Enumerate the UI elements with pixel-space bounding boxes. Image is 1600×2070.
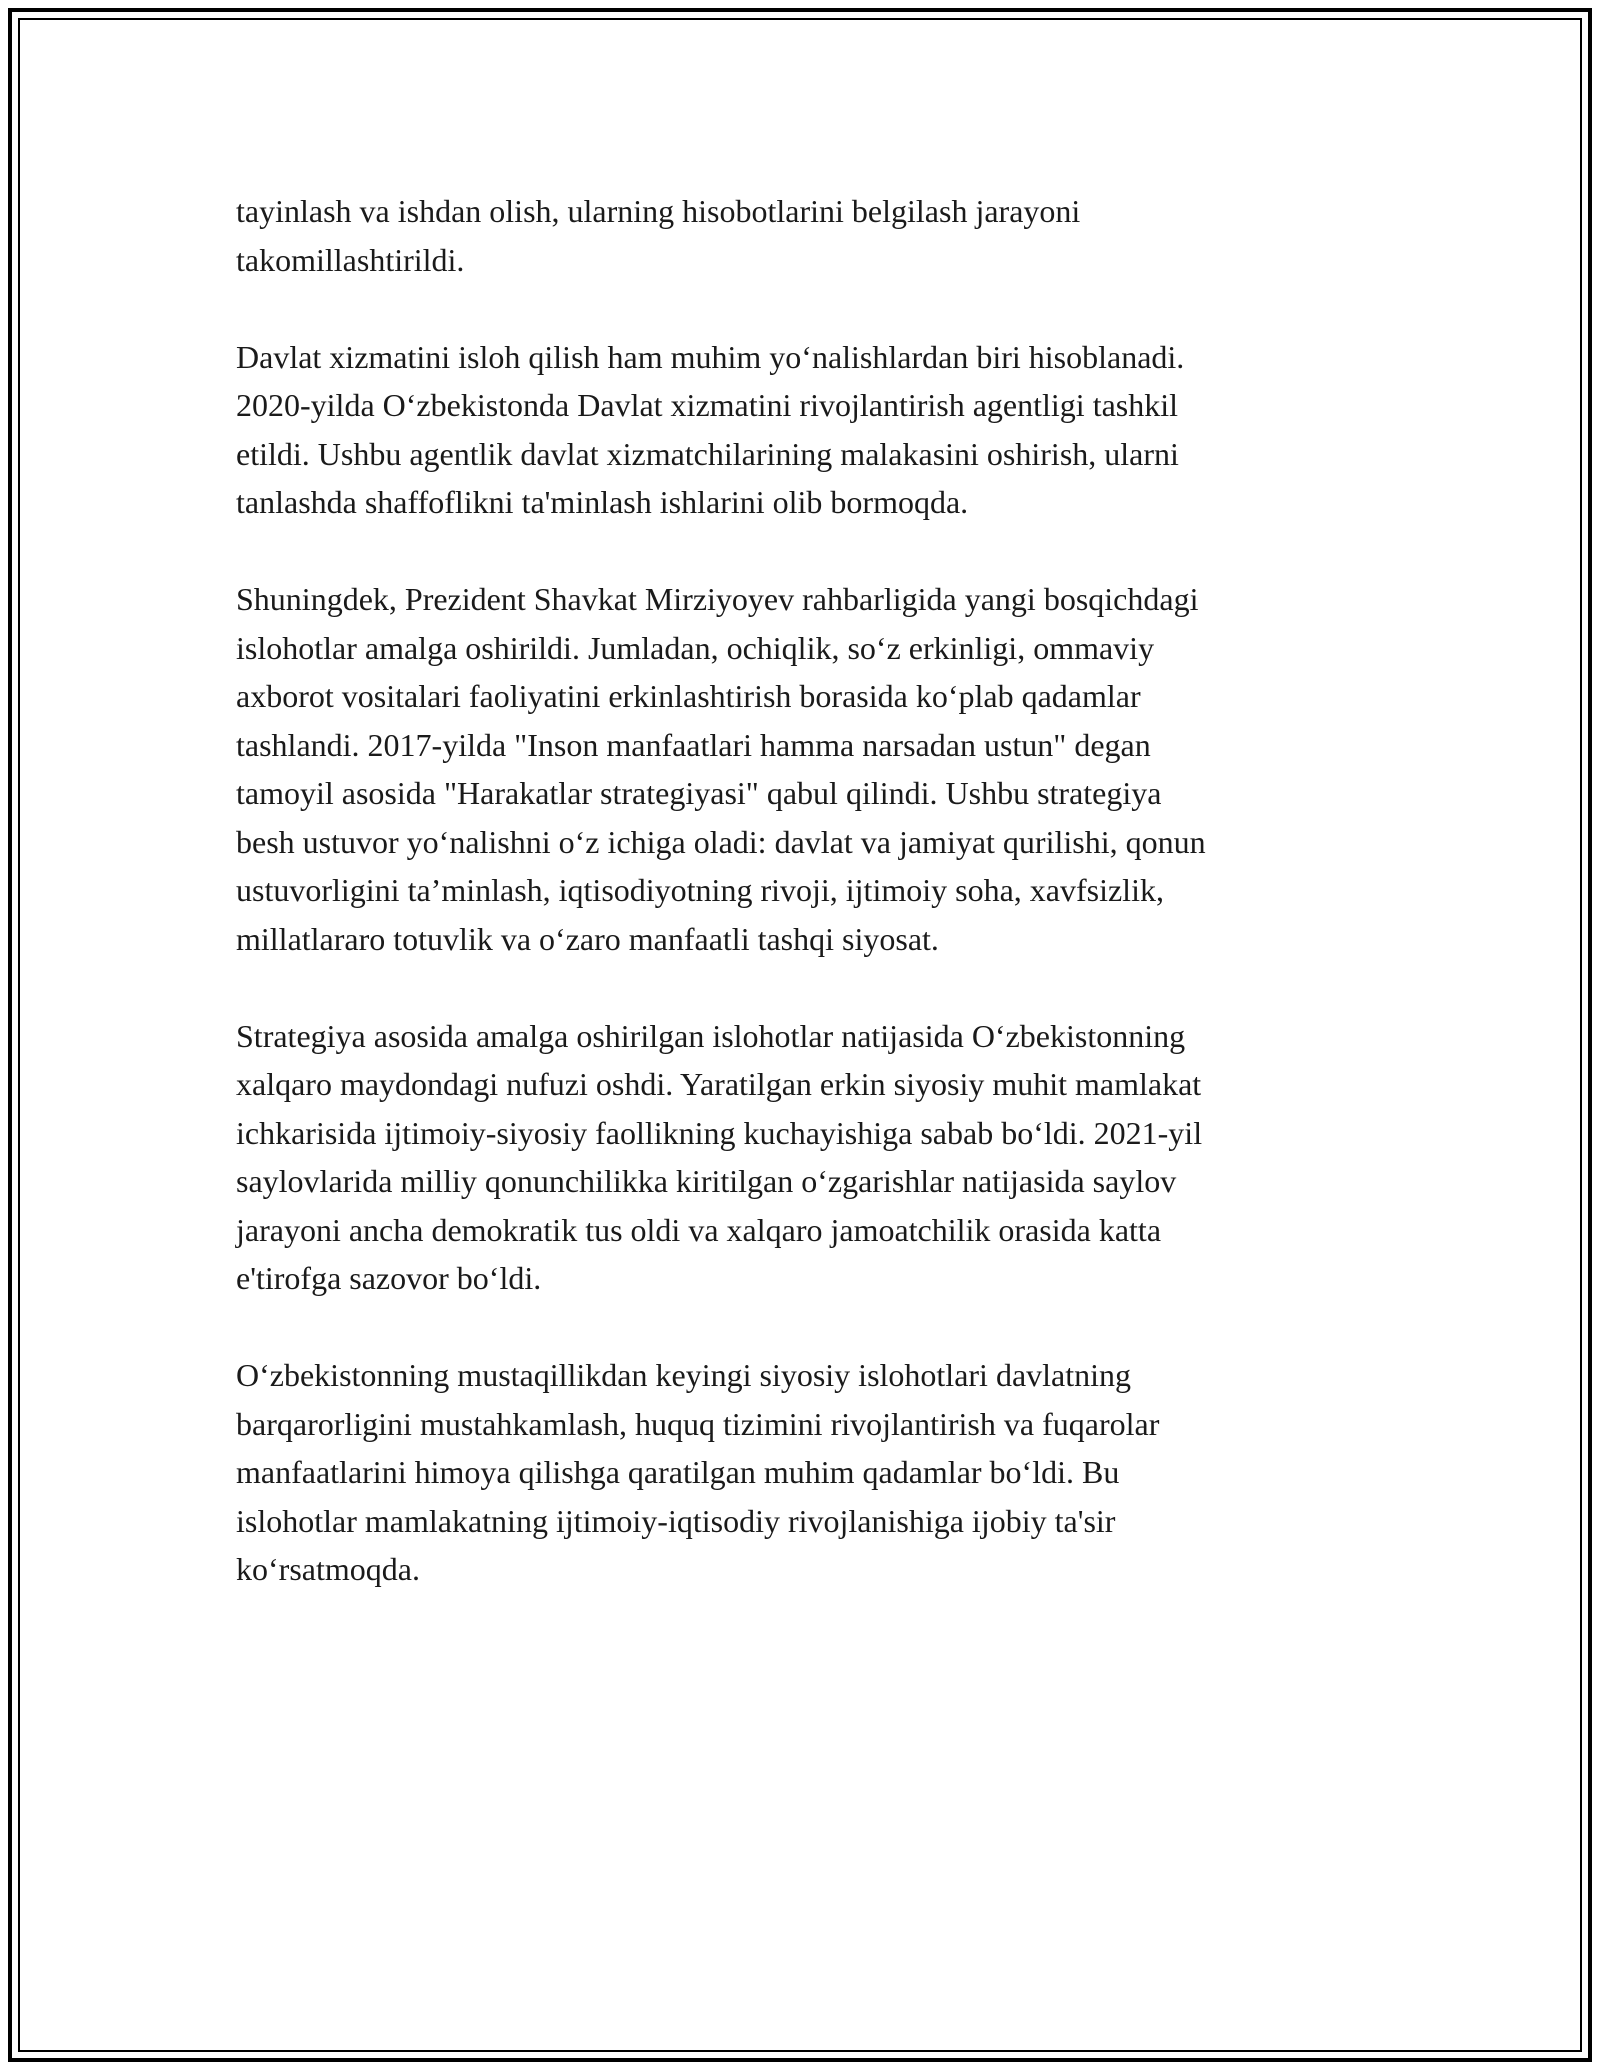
paragraph-1: tayinlash va ishdan olish, ularning hisobotlarini belgilash jarayoni takomillashtirildi.: [236, 193, 1081, 278]
paragraph-3: Shuningdek, Prezident Shavkat Mirziyoyev rahbarligida yangi bosqichdagi islohotlar amalga oshirildi. Jumladan, ochiqlik, so‘z erkinligi, ommaviy axborot vositalari faoliyatini erkinlashtirish borasida ko‘plab qadamlar tashlandi. 2017-yilda "Inson manfaatlari hamma narsadan ustun" degan tamoyil asosida "Harakatlar strategiyasi" qabul qilindi. Ushbu strategiya besh ustuvor yo‘nalishni o‘z ichiga oladi: davlat va jamiyat qurilishi, qonun ustuvorligini ta’minlash, iqtisodiyotning rivoji, ijtimoiy soha, xavfsizlik, millatlararo totuvlik va o‘zaro manfaatli tashqi siyosat.: [236, 581, 1206, 957]
document-body: [236, 187, 1356, 1642]
paragraph-4: Strategiya asosida amalga oshirilgan islohotlar natijasida O‘zbekistonning xalqaro maydondagi nufuzi oshdi. Yaratilgan erkin siyosiy muhit mamlakat ichkarisida ijtimoiy-siyosiy faollikning kuchayishiga sabab bo‘ldi. 2021-yil saylovlarida milliy qonunchilikka kiritilgan o‘zgarishlar natijasida saylov jarayoni ancha demokratik tus oldi va xalqaro jamoatchilik orasida katta e'tirofga sazovor bo‘ldi.: [236, 1017, 1203, 1296]
paragraph-5: O‘zbekistonning mustaqillikdan keyingi siyosiy islohotlari davlatning barqarorligini mustahkamlash, huquq tizimini rivojlantirish va fuqarolar manfaatlarini himoya qilishga qaratilgan muhim qadamlar bo‘ldi. Bu islohotlar mamlakatning ijtimoiy-iqtisodiy rivojlanishiga ijobiy ta'sir ko‘rsatmoqda.: [236, 1357, 1160, 1587]
paragraph-2: Davlat xizmatini isloh qilish ham muhim yo‘nalishlardan biri hisoblanadi. 2020-yilda O‘zbekistonda Davlat xizmatini rivojlantirish agentligi tashkil etildi. Ushbu agentlik davlat xizmatchilarining malakasini oshirish, ularni tanlashda shaffoflikni ta'minlash ishlarini olib bormoqda.: [236, 338, 1185, 520]
